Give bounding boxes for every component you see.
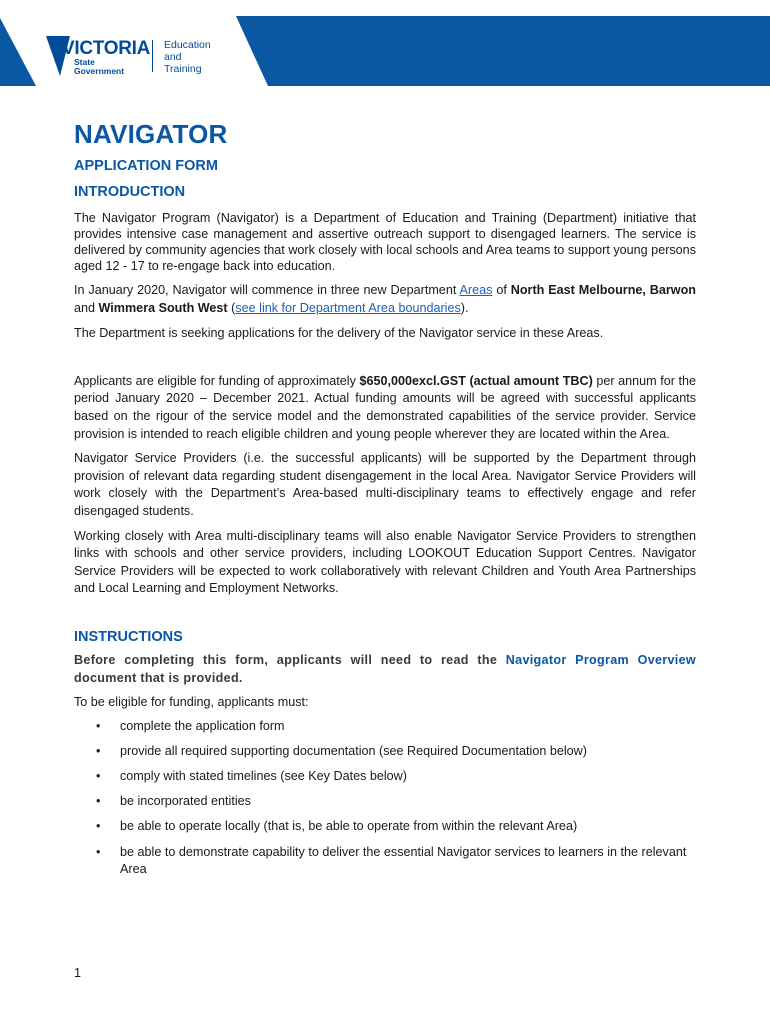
logo-state-government (74, 58, 124, 76)
page-title: NAVIGATOR (74, 119, 228, 149)
bullet-icon: • (96, 819, 101, 834)
seeking-paragraph: The Department is seeking applications for the delivery of the Navigator service in these Areas. (74, 326, 604, 341)
working-paragraph: Working closely with Area multi-disciplinary teams will also enable Navigator Service Providers to strengthen links with schools and other service providers, including LOOKOUT Education Support Centres. Navigator Service Providers will be expected to work collaboratively with relevant Children and Youth Area Partnerships and Local Learning and Employment Networks. (74, 528, 696, 596)
eligibility-intro: To be eligible for funding, applicants must: (74, 695, 309, 710)
department-line-2: and Training (164, 51, 202, 75)
program-overview-link[interactable]: Navigator Program Overview (505, 652, 697, 667)
header-band (236, 16, 770, 86)
areas-link[interactable]: Areas (459, 283, 493, 297)
area-names-1: North East Melbourne, Barwon (510, 283, 696, 297)
funding-text-1: Applicants are eligible for funding of approximately (74, 373, 360, 388)
instructions-text-2: document that is provided. (74, 670, 243, 685)
logo-state-text: State (74, 57, 95, 67)
bullet-icon: • (96, 844, 101, 859)
instructions-heading: INSTRUCTIONS (74, 628, 183, 645)
intro-paragraph: The Navigator Program (Navigator) is a Department of Education and Training (Department) initiative that provides intensive case management and assertive outreach support to disengaged learners. The service is delivered by community agencies that work closely with local schools and Area teams to support young persons aged 12 - 17 to re-engage back into education. (74, 211, 696, 273)
instructions-text-1: Before completing this form, applicants will need to read the (74, 652, 506, 667)
area-boundaries-link[interactable]: see link for Department Area boundaries (235, 300, 461, 315)
document-body (74, 118, 696, 886)
area-names-2: Wimmera South West (98, 300, 228, 315)
logo-divider (152, 40, 153, 72)
logo-government-text: Government (74, 66, 125, 76)
commence-text-4: ( (227, 300, 236, 315)
bullet-icon: • (96, 769, 101, 784)
bullet-icon: • (96, 718, 101, 733)
list-item (74, 818, 696, 836)
list-item-text: comply with stated timelines (see Key Dates below) (120, 769, 407, 784)
list-item (74, 768, 696, 786)
list-item (74, 718, 696, 736)
list-item (74, 844, 696, 879)
list-item-text: be able to demonstrate capability to deliver the essential Navigator services to learners in the relevant Area (120, 844, 687, 877)
list-item-text: provide all required supporting documentation (see Required Documentation below) (120, 743, 587, 758)
list-item-text: be able to operate locally (that is, be able to operate from within the relevant Area) (120, 819, 578, 834)
commence-text-1: In January 2020, Navigator will commence in three new Department (74, 283, 460, 297)
form-subtitle: APPLICATION FORM (74, 158, 218, 174)
list-item-text: be incorporated entities (120, 794, 251, 809)
providers-paragraph: Navigator Service Providers (i.e. the successful applicants) will be supported by the Department through provision of relevant data regarding student disengagement in the local Area. Navigator Service Providers will work closely with the Department’s Area-based multi-disciplinary teams to effectively engage and refer disengaged students. (74, 451, 696, 518)
page-header (0, 0, 770, 86)
page-number: 1 (74, 966, 82, 980)
commence-text-5: ). (460, 300, 469, 315)
funding-amount: $650,000excl.GST (actual amount TBC) (359, 373, 593, 388)
funding-paragraph (74, 373, 696, 443)
bullet-icon: • (96, 794, 101, 809)
funding-text-2: per annum for the period January 2020 – December 2021. Actual funding amounts will be agreed with successful applicants based on the rigour of the service model and the demonstrated capabilities of the service provider. Service provision is intended to reach eligible children and young people wherever they are located within the Area. (74, 373, 696, 441)
commence-text-2: of (492, 283, 511, 297)
department-name (164, 39, 211, 75)
left-corner-shape (0, 18, 36, 86)
department-line-1: Education (164, 39, 211, 51)
list-item (74, 793, 696, 811)
bullet-icon: • (96, 743, 101, 758)
instructions-note (74, 652, 696, 687)
list-item (74, 743, 696, 761)
commence-text-3: and (74, 300, 99, 315)
eligibility-list (74, 718, 696, 879)
list-item-text: complete the application form (120, 718, 285, 733)
logo-wordmark: VICTORIA (62, 38, 151, 59)
introduction-heading: INTRODUCTION (74, 184, 186, 200)
commence-paragraph (74, 282, 696, 317)
